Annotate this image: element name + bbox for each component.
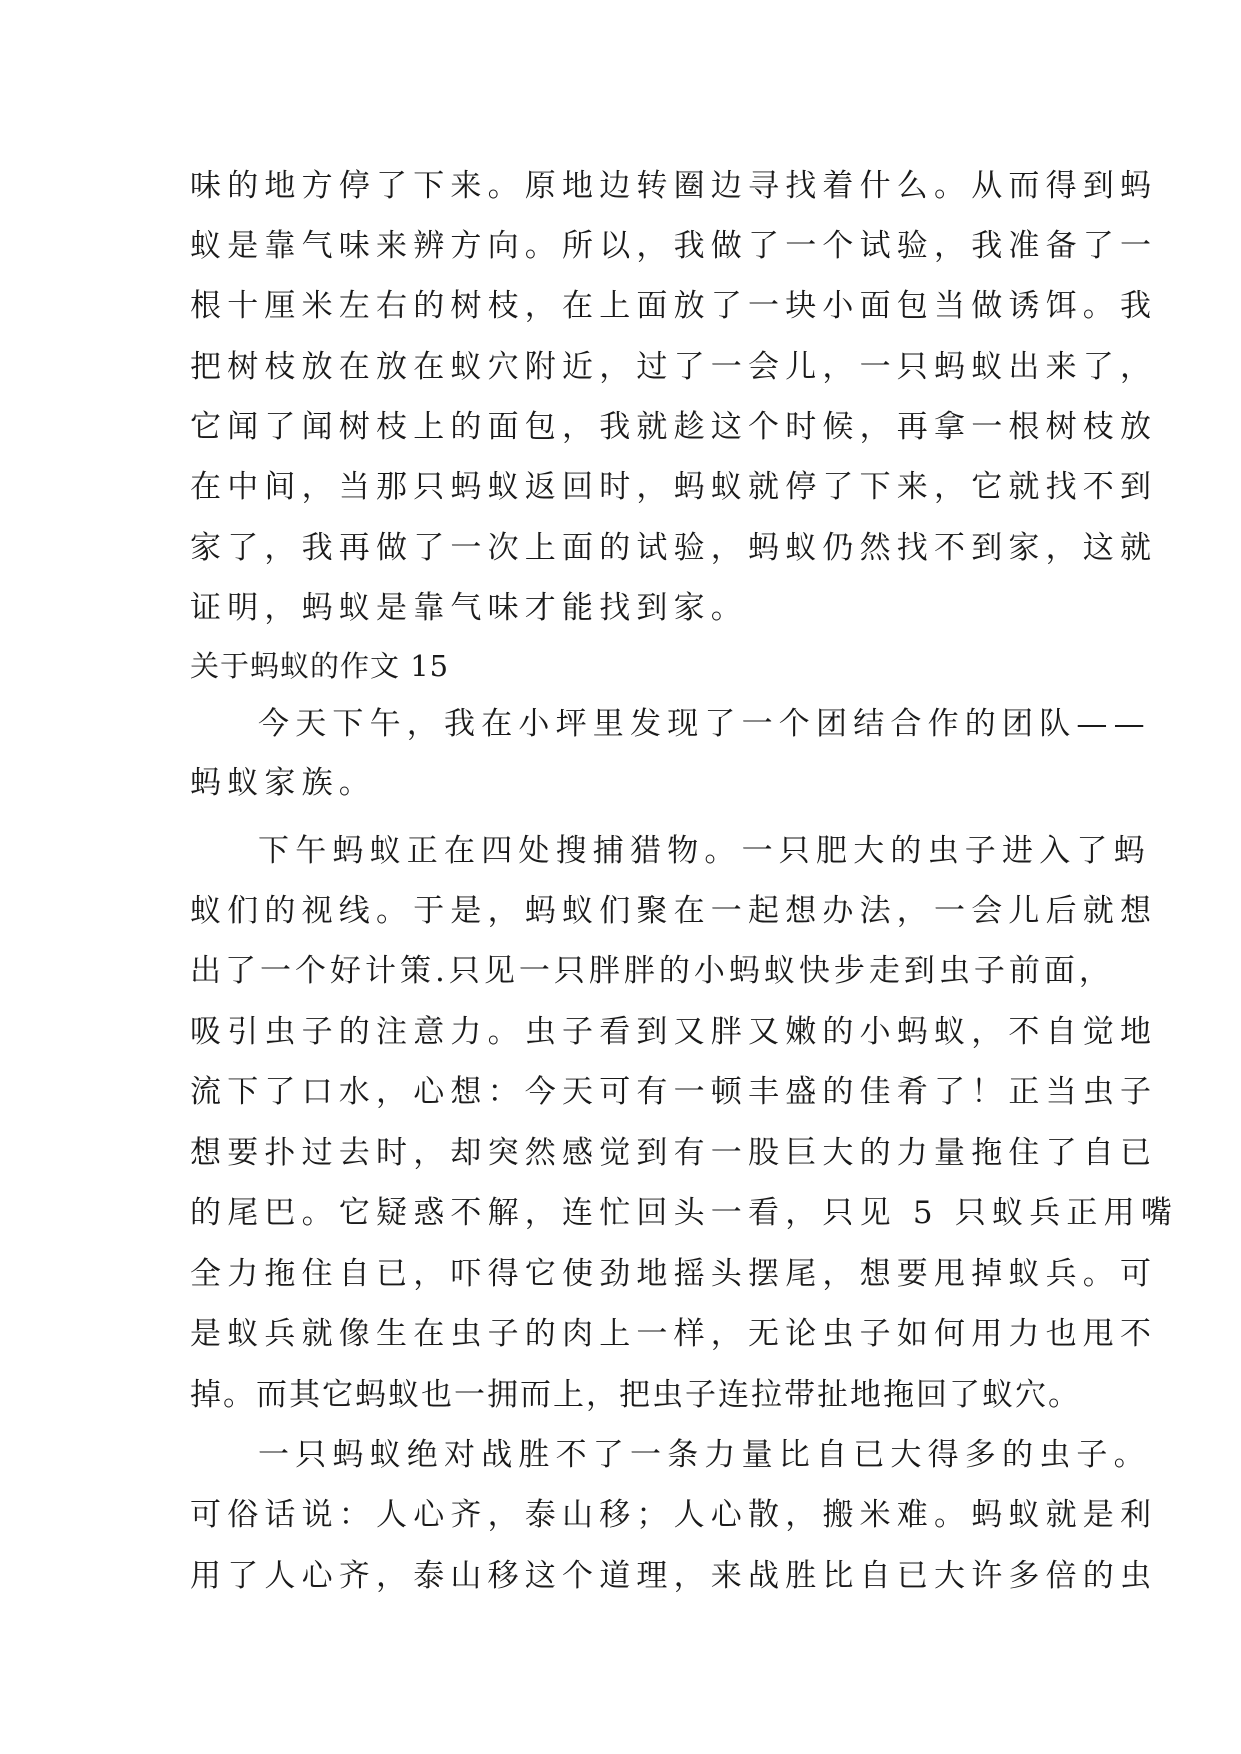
text-line: 味的地方停了下来。原地边转圈边寻找着什么。从而得到蚂	[190, 168, 1158, 204]
text-line: 蚂蚁家族。	[190, 765, 376, 801]
text-line: 家了，我再做了一次上面的试验，蚂蚁仍然找不到家，这就	[190, 530, 1158, 566]
text-line: 掉。而其它蚂蚁也一拥而上，把虫子连拉带扯地拖回了蚁穴。	[190, 1377, 1081, 1413]
text-line: 蚁是靠气味来辨方向。所以，我做了一个试验，我准备了一	[190, 228, 1158, 264]
text-line: 可俗话说：人心齐，泰山移；人心散，搬米难。蚂蚁就是利	[190, 1497, 1158, 1533]
text-line: 用了人心齐，泰山移这个道理，来战胜比自已大许多倍的虫	[190, 1558, 1158, 1594]
text-line: 全力拖住自已，吓得它使劲地摇头摆尾，想要甩掉蚁兵。可	[190, 1256, 1158, 1292]
text-line: 根十厘米左右的树枝，在上面放了一块小面包当做诱饵。我	[190, 288, 1158, 324]
text-line: 是蚁兵就像生在虫子的肉上一样，无论虫子如何用力也甩不	[190, 1316, 1158, 1352]
text-line: 一只蚂蚁绝对战胜不了一条力量比自已大得多的虫子。	[258, 1437, 1151, 1473]
text-line: 它闻了闻树枝上的面包，我就趁这个时候，再拿一根树枝放	[190, 409, 1158, 445]
text-line: 吸引虫子的注意力。虫子看到又胖又嫩的小蚂蚁，不自觉地	[190, 1014, 1158, 1050]
text-line: 在中间，当那只蚂蚁返回时，蚂蚁就停了下来，它就找不到	[190, 469, 1158, 505]
text-line: 出了一个好计策.只见一只胖胖的小蚂蚁快步走到虫子前面，	[190, 953, 1114, 989]
text-line: 把树枝放在放在蚁穴附近，过了一会儿，一只蚂蚁出来了，	[190, 349, 1158, 385]
text-line: 证明，蚂蚁是靠气味才能找到家。	[190, 590, 748, 626]
text-line: 下午蚂蚁正在四处搜捕猎物。一只肥大的虫子进入了蚂	[258, 833, 1151, 869]
text-line: 流下了口水，心想：今天可有一顿丰盛的佳肴了！正当虫子	[190, 1074, 1158, 1110]
text-line: 今天下午，我在小坪里发现了一个团结合作的团队——	[258, 706, 1151, 742]
text-line: 的尾巴。它疑惑不解，连忙回头一看，只见 5 只蚁兵正用嘴	[190, 1195, 1179, 1231]
essay-title: 关于蚂蚁的作文 15	[190, 649, 450, 683]
text-line: 蚁们的视线。于是，蚂蚁们聚在一起想办法，一会儿后就想	[190, 893, 1158, 929]
text-line: 想要扑过去时，却突然感觉到有一股巨大的力量拖住了自已	[190, 1135, 1158, 1171]
